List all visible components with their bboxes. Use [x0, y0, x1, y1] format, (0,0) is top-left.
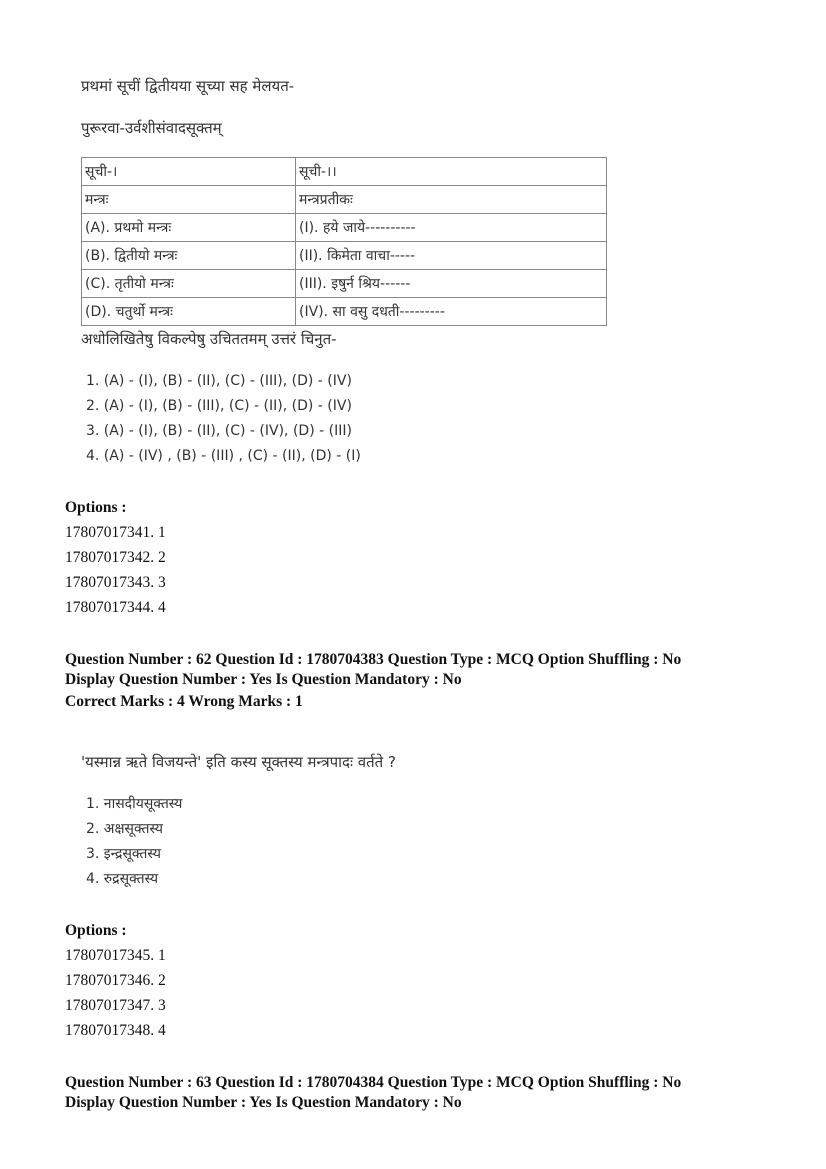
- table-cell: मन्त्रप्रतीकः: [296, 186, 607, 214]
- table-row: [82, 242, 607, 270]
- q62-meta-line2: Display Question Number : Yes Is Question Mandatory : No: [65, 671, 462, 688]
- q62-question: 'यस्मान्न ऋते विजयन्ते' इति कस्य सूक्तस्य मन्त्रपादः वर्तते ?: [81, 753, 396, 771]
- list-item: 2. अक्षसूक्तस्य: [86, 821, 164, 837]
- q61-topic: पुरूरवा-उर्वशीसंवादसूक्तम्: [81, 119, 222, 137]
- table-row: [82, 270, 607, 298]
- option-id-line: 17807017345. 1: [65, 947, 166, 964]
- table-row: [82, 298, 607, 326]
- option-id-line: 17807017346. 2: [65, 972, 166, 989]
- option-id-line: 17807017347. 3: [65, 997, 166, 1014]
- q62-meta-line1: Question Number : 62 Question Id : 1780704383 Question Type : MCQ Option Shuffling : No: [65, 651, 682, 668]
- option-id-line: 17807017344. 4: [65, 599, 166, 616]
- table-cell: (III). इषुर्न श्रिय------: [296, 270, 607, 298]
- q62-options-label: Options :: [65, 922, 127, 939]
- option-id-line: 17807017343. 3: [65, 574, 166, 591]
- q63-meta-line2: Display Question Number : Yes Is Question Mandatory : No: [65, 1094, 462, 1111]
- option-id-line: 17807017341. 1: [65, 524, 166, 541]
- table-cell: (II). किमेता वाचा-----: [296, 242, 607, 270]
- matching-table: [81, 157, 607, 326]
- table-cell: (A). प्रथमो मन्त्रः: [82, 214, 296, 242]
- list-item: 1. नासदीयसूक्तस्य: [86, 796, 183, 812]
- table-cell: (C). तृतीयो मन्त्रः: [82, 270, 296, 298]
- table-cell: (B). द्वितीयो मन्त्रः: [82, 242, 296, 270]
- table-row: [82, 186, 607, 214]
- table-cell: मन्त्रः: [82, 186, 296, 214]
- list-item: 3. (A) - (I), (B) - (II), (C) - (IV), (D) - (III): [86, 423, 352, 439]
- list-item: 1. (A) - (I), (B) - (II), (C) - (III), (D) - (IV): [86, 373, 352, 389]
- list-item: 4. (A) - (IV) , (B) - (III) , (C) - (II), (D) - (I): [86, 448, 361, 464]
- table-cell: सूची-।: [82, 158, 296, 186]
- option-id-line: 17807017342. 2: [65, 549, 166, 566]
- q62-choice-list: [86, 792, 182, 892]
- table-cell: (I). हये जाये----------: [296, 214, 607, 242]
- option-id-line: 17807017348. 4: [65, 1022, 166, 1039]
- q61-options-label: Options :: [65, 499, 127, 516]
- q61-prompt: अधोलिखितेषु विकल्पेषु उचिततमम् उत्तरं चिनुत-: [81, 330, 337, 348]
- q61-choice-list: [86, 369, 361, 469]
- q63-meta-line1: Question Number : 63 Question Id : 1780704384 Question Type : MCQ Option Shuffling : No: [65, 1074, 682, 1091]
- table-row: [82, 158, 607, 186]
- list-item: 3. इन्द्रसूक्तस्य: [86, 846, 161, 862]
- list-item: 4. रुद्रसूक्तस्य: [86, 871, 159, 887]
- table-cell: (IV). सा वसु दधती---------: [296, 298, 607, 326]
- table-cell: (D). चतुर्थो मन्त्रः: [82, 298, 296, 326]
- table-cell: सूची-।।: [296, 158, 607, 186]
- q61-instruction: प्रथमां सूचीं द्वितीयया सूच्या सह मेलयत-: [81, 77, 295, 95]
- q62-meta-line3: Correct Marks : 4 Wrong Marks : 1: [65, 693, 303, 710]
- table-row: [82, 214, 607, 242]
- list-item: 2. (A) - (I), (B) - (III), (C) - (II), (D) - (IV): [86, 398, 352, 414]
